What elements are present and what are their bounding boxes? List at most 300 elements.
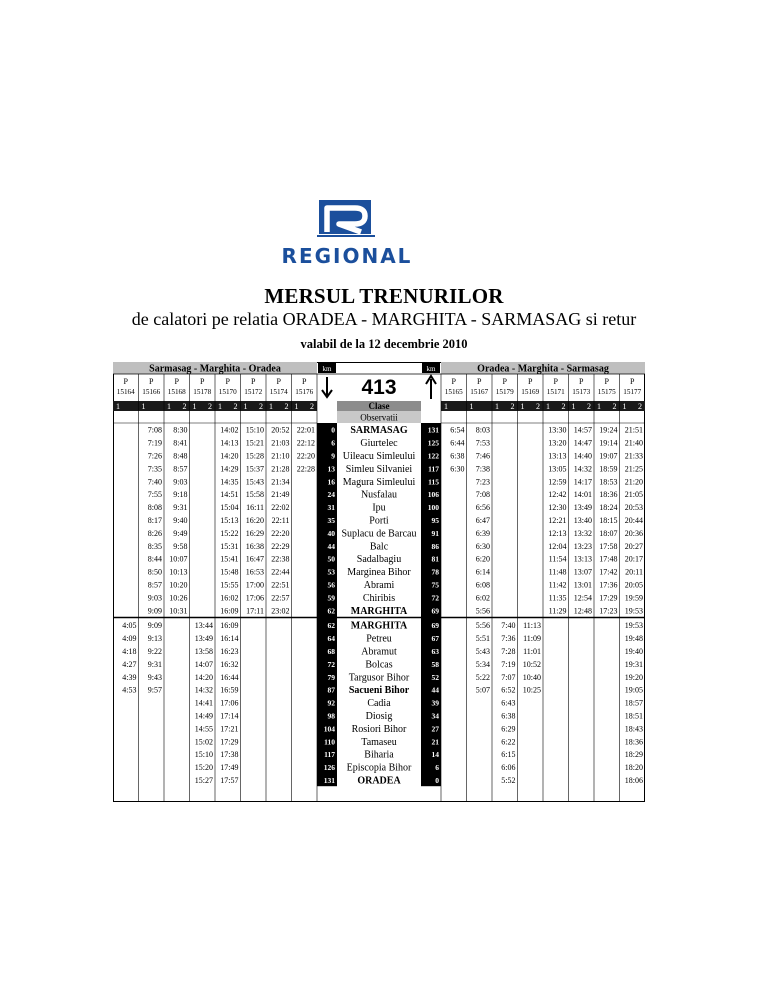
km-right-value: 78: [431, 567, 439, 577]
class-label-left: 2: [208, 402, 212, 411]
train-type-right: P: [553, 377, 558, 386]
time-cell-right: 11:13: [523, 621, 541, 631]
time-cell-left: 17:21: [220, 724, 239, 734]
station-name: Targusor Bihor: [348, 672, 410, 684]
time-cell-left: 16:53: [245, 567, 264, 577]
time-cell-left: 15:22: [220, 528, 239, 538]
class-label-right: 1: [571, 402, 576, 411]
time-cell-right: 5:52: [501, 776, 516, 785]
time-cell-right: 19:14: [599, 438, 618, 448]
time-cell-right: 18:36: [624, 737, 643, 747]
time-cell-right: 21:51: [624, 425, 643, 435]
time-cell-right: 7:19: [501, 659, 516, 669]
time-cell-left: 4:05: [122, 621, 137, 631]
time-cell-right: 5:34: [475, 659, 490, 669]
time-cell-left: 8:30: [173, 425, 188, 435]
time-cell-right: 12:21: [548, 516, 567, 525]
time-cell-left: 14:41: [194, 698, 213, 708]
time-cell-right: 7:23: [475, 477, 490, 487]
train-type-right: P: [477, 377, 482, 386]
time-cell-right: 14:32: [573, 464, 592, 474]
time-cell-left: 15:58: [245, 490, 264, 500]
km-left-label: km: [322, 365, 332, 373]
time-cell-left: 15:13: [220, 516, 239, 525]
train-type-left: P: [200, 377, 205, 386]
time-cell-right: 14:01: [573, 490, 592, 500]
km-left-value: 98: [327, 711, 335, 721]
km-right-value: 69: [431, 606, 439, 616]
station-name: Cadia: [367, 698, 391, 710]
arrow-up-icon: [426, 376, 436, 399]
class-label-right: 1: [444, 402, 448, 411]
km-right-value: 86: [431, 541, 439, 551]
time-cell-right: 17:48: [599, 554, 618, 564]
time-cell-right: 6:44: [450, 438, 465, 448]
time-cell-right: 11:35: [548, 593, 567, 603]
time-cell-right: 20:27: [624, 541, 643, 551]
time-cell-right: 6:47: [475, 516, 490, 525]
time-cell-left: 9:09: [147, 621, 162, 631]
time-cell-left: 20:52: [271, 425, 290, 435]
class-label-right: 2: [561, 402, 566, 411]
time-cell-right: 13:01: [573, 580, 592, 590]
time-cell-left: 15:28: [245, 451, 264, 461]
time-cell-left: 8:35: [147, 541, 162, 551]
km-left-value: 35: [327, 516, 335, 525]
time-cell-right: 14:47: [573, 438, 592, 448]
time-cell-left: 9:13: [147, 634, 162, 644]
time-cell-right: 18:43: [624, 724, 643, 734]
time-cell-left: 14:55: [194, 724, 213, 734]
time-cell-left: 15:37: [245, 464, 264, 474]
km-right-value: 27: [431, 724, 439, 734]
time-cell-right: 6:38: [450, 451, 465, 461]
class-label-left: 2: [182, 402, 187, 411]
station-name: Marginea Bihor: [347, 567, 411, 579]
time-cell-right: 7:38: [475, 464, 490, 474]
time-cell-left: 21:03: [271, 438, 290, 448]
time-cell-left: 9:49: [173, 528, 188, 538]
time-cell-right: 12:42: [548, 490, 567, 500]
train-number-right: 15173: [572, 388, 591, 396]
time-cell-left: 4:18: [122, 647, 137, 656]
observatii-label: Observatii: [360, 412, 398, 423]
class-label-right: 2: [638, 402, 642, 411]
km-right-value: 91: [431, 528, 439, 538]
time-cell-right: 6:43: [501, 698, 516, 708]
time-cell-right: 6:08: [475, 580, 490, 590]
time-cell-right: 14:57: [573, 425, 592, 435]
train-type-left: P: [251, 377, 256, 386]
time-cell-left: 16:32: [220, 659, 239, 669]
time-cell-left: 10:20: [169, 580, 188, 590]
km-left-value: 9: [331, 451, 335, 461]
time-cell-right: 20:53: [624, 503, 643, 513]
time-cell-left: 17:11: [246, 606, 264, 616]
train-number-left: 15172: [244, 388, 263, 396]
time-cell-right: 13:40: [573, 516, 592, 525]
time-cell-right: 13:13: [573, 554, 592, 564]
train-number-right: 15175: [597, 388, 616, 396]
time-cell-left: 9:40: [173, 516, 188, 525]
train-number-right: 15167: [470, 388, 489, 396]
class-label-right: 2: [612, 402, 617, 411]
class-label-left: 1: [218, 402, 222, 411]
time-cell-left: 9:03: [173, 477, 188, 487]
time-cell-right: 7:53: [475, 438, 490, 448]
time-cell-left: 10:31: [169, 606, 188, 616]
time-cell-left: 22:51: [271, 580, 290, 590]
station-name: Uileacu Simleului: [342, 451, 416, 462]
time-cell-right: 5:56: [475, 621, 490, 631]
class-label-left: 1: [269, 402, 273, 411]
class-label-right: 2: [587, 402, 591, 411]
time-cell-left: 22:11: [271, 516, 290, 525]
time-cell-right: 18:29: [624, 750, 643, 760]
time-cell-left: 10:07: [169, 554, 188, 564]
station-name: SARMASAG: [350, 425, 408, 437]
class-label-left: 1: [141, 402, 146, 411]
time-cell-right: 13:05: [548, 464, 567, 474]
km-right-value: 39: [431, 698, 439, 708]
station-name: Suplacu de Barcau: [341, 528, 417, 540]
train-number-left: 15178: [193, 388, 212, 396]
time-cell-left: 22:20: [271, 528, 290, 538]
km-left-value: 126: [323, 763, 335, 773]
time-cell-left: 15:27: [194, 776, 213, 785]
time-cell-left: 16:09: [220, 621, 239, 631]
time-cell-right: 13:07: [573, 567, 592, 577]
time-cell-left: 7:08: [147, 425, 162, 435]
time-cell-left: 22:01: [296, 425, 315, 435]
train-type-right: P: [502, 377, 507, 386]
time-cell-left: 17:29: [220, 737, 239, 747]
km-left-value: 44: [327, 541, 335, 551]
km-left-value: 131: [323, 776, 335, 785]
timetable-number: 413: [361, 376, 397, 399]
class-label-right: 1: [520, 402, 525, 411]
train-number-left: 15168: [167, 388, 186, 396]
time-cell-left: 15:20: [194, 763, 213, 773]
time-cell-left: 13:49: [194, 634, 213, 644]
time-cell-right: 6:06: [501, 763, 516, 773]
time-cell-left: 17:57: [220, 776, 239, 785]
time-cell-right: 10:52: [522, 659, 541, 669]
time-cell-left: 22:12: [296, 438, 315, 448]
time-cell-right: 5:07: [475, 685, 490, 695]
time-cell-right: 5:51: [475, 634, 490, 644]
train-type-right: P: [630, 377, 635, 386]
km-left-value: 110: [324, 737, 335, 747]
clase-label: Clase: [368, 401, 390, 411]
train-number-left: 15166: [142, 388, 161, 396]
station-name: Simleu Silvaniei: [345, 463, 413, 475]
station-name: Porti: [369, 515, 389, 527]
time-cell-right: 13:30: [548, 425, 567, 435]
class-label-left: 2: [233, 402, 238, 411]
time-cell-left: 15:55: [220, 580, 239, 590]
km-left-value: 62: [327, 606, 335, 616]
km-left-value: 68: [327, 647, 335, 656]
time-cell-left: 15:10: [194, 750, 213, 760]
time-cell-left: 15:41: [220, 554, 239, 564]
km-left-value: 104: [323, 724, 335, 734]
time-cell-right: 5:56: [475, 606, 490, 616]
time-cell-right: 19:48: [624, 634, 643, 644]
time-cell-left: 16:02: [220, 593, 239, 603]
km-right-value: 63: [431, 647, 439, 656]
time-cell-left: 17:06: [220, 698, 239, 708]
time-cell-right: 19:53: [624, 621, 643, 631]
class-label-right: 1: [622, 402, 627, 411]
station-name: Diosig: [365, 711, 393, 722]
time-cell-right: 12:54: [573, 593, 592, 603]
km-right-value: 34: [431, 711, 439, 721]
time-cell-left: 4:27: [122, 659, 137, 669]
km-right-value: 125: [427, 438, 439, 448]
class-label-left: 1: [294, 402, 299, 411]
time-cell-left: 13:44: [194, 621, 213, 631]
station-name: Episcopia Bihor: [346, 762, 412, 774]
time-cell-left: 14:49: [194, 711, 213, 721]
time-cell-right: 18:07: [599, 528, 618, 538]
train-type-left: P: [302, 377, 307, 386]
train-number-right: 15179: [495, 388, 514, 396]
time-cell-left: 22:20: [296, 451, 315, 461]
train-number-left: 15170: [218, 388, 237, 396]
time-cell-left: 15:02: [194, 737, 213, 747]
time-cell-left: 4:39: [122, 672, 137, 682]
time-cell-left: 8:44: [147, 554, 162, 564]
station-name: Biharia: [364, 749, 394, 761]
class-label-right: 1: [597, 402, 601, 411]
km-left-value: 13: [327, 464, 335, 474]
time-cell-right: 7:40: [501, 621, 516, 631]
time-cell-left: 9:18: [173, 490, 188, 500]
time-cell-left: 14:35: [220, 477, 239, 487]
km-left-value: 16: [327, 477, 335, 487]
time-cell-right: 20:44: [624, 516, 643, 525]
train-type-left: P: [174, 377, 179, 386]
timetable: [113, 362, 645, 802]
time-cell-left: 23:02: [271, 606, 290, 616]
time-cell-right: 11:01: [523, 647, 541, 656]
time-cell-right: 13:20: [548, 438, 567, 448]
time-cell-left: 8:26: [147, 528, 162, 538]
left-route-header: Sarmasag - Marghita - Oradea: [149, 363, 281, 375]
km-right-value: 75: [431, 580, 439, 590]
time-cell-right: 6:39: [475, 528, 490, 538]
time-cell-right: 19:07: [599, 451, 618, 461]
train-number-right: 15171: [546, 388, 565, 396]
time-cell-left: 4:09: [122, 634, 137, 644]
station-name: Petreu: [366, 633, 392, 645]
time-cell-left: 9:57: [147, 685, 162, 695]
time-cell-right: 6:30: [475, 541, 490, 551]
time-cell-left: 15:04: [220, 503, 239, 513]
page-title: MERSUL TRENURILOR: [264, 284, 504, 308]
time-cell-left: 16:44: [220, 672, 239, 682]
class-label-right: 2: [536, 402, 540, 411]
time-cell-right: 13:13: [548, 451, 567, 461]
km-left-value: 62: [327, 621, 335, 631]
time-cell-left: 21:28: [271, 464, 290, 474]
time-cell-right: 21:40: [624, 438, 643, 448]
time-cell-right: 20:05: [624, 580, 643, 590]
time-cell-left: 10:26: [169, 593, 188, 603]
time-cell-right: 18:51: [624, 711, 643, 721]
train-number-right: 15169: [521, 388, 540, 396]
time-cell-left: 17:49: [220, 763, 239, 773]
km-left-value: 53: [327, 567, 335, 577]
class-label-right: 1: [469, 402, 474, 411]
time-cell-left: 8:50: [147, 567, 162, 577]
time-cell-left: 16:11: [246, 503, 264, 513]
time-cell-left: 15:31: [220, 541, 239, 551]
time-cell-right: 19:40: [624, 647, 643, 656]
validity-date: valabil de la 12 decembrie 2010: [300, 337, 468, 351]
station-name: Tamaseu: [361, 736, 397, 748]
time-cell-left: 8:17: [147, 516, 162, 525]
time-cell-left: 16:14: [220, 634, 239, 644]
time-cell-right: 6:20: [475, 554, 490, 564]
train-type-right: P: [604, 377, 609, 386]
class-label-right: 2: [510, 402, 515, 411]
time-cell-right: 11:29: [548, 606, 567, 616]
km-right-value: 69: [431, 621, 439, 631]
time-cell-left: 14:07: [194, 659, 213, 669]
station-name: Abramut: [361, 646, 397, 658]
time-cell-left: 16:23: [220, 647, 239, 656]
time-cell-left: 7:35: [147, 464, 162, 474]
station-name: Chiribis: [362, 592, 396, 604]
station-name: Sadalbagiu: [356, 554, 402, 566]
regional-logo: [257, 198, 437, 268]
class-label-left: 2: [284, 402, 289, 411]
time-cell-left: 22:29: [271, 541, 290, 551]
train-number-right: 15177: [623, 388, 642, 396]
km-right-value: 95: [431, 516, 439, 525]
time-cell-left: 22:57: [271, 593, 290, 603]
time-cell-right: 19:31: [624, 659, 643, 669]
time-cell-right: 17:36: [599, 580, 618, 590]
class-label-right: 1: [546, 402, 550, 411]
time-cell-right: 20:11: [625, 567, 643, 577]
time-cell-left: 21:49: [271, 490, 290, 500]
time-cell-right: 18:24: [599, 503, 618, 513]
train-type-left: P: [149, 377, 154, 386]
time-cell-right: 13:23: [573, 541, 592, 551]
time-cell-right: 12:48: [573, 606, 592, 616]
km-right-value: 122: [427, 451, 439, 461]
time-cell-left: 8:41: [173, 438, 188, 448]
time-cell-left: 4:53: [122, 685, 137, 695]
time-cell-left: 17:38: [220, 750, 239, 760]
km-left-value: 64: [327, 634, 335, 644]
time-cell-left: 16:29: [245, 528, 264, 538]
time-cell-left: 9:09: [147, 606, 162, 616]
time-cell-right: 6:15: [501, 750, 516, 760]
class-label-left: 2: [310, 402, 314, 411]
time-cell-right: 6:52: [501, 685, 516, 695]
train-type-right: P: [451, 377, 456, 386]
km-right-value: 106: [427, 490, 439, 500]
time-cell-right: 19:59: [624, 593, 643, 603]
km-right-value: 72: [431, 593, 439, 603]
time-cell-right: 14:40: [573, 451, 592, 461]
time-cell-right: 13:32: [573, 528, 592, 538]
km-right-value: 115: [428, 477, 439, 487]
time-cell-left: 13:58: [194, 647, 213, 656]
station-name: MARGHITA: [350, 605, 408, 617]
km-right-value: 21: [431, 737, 439, 747]
km-right-value: 52: [431, 672, 439, 682]
time-cell-left: 7:55: [147, 490, 162, 500]
time-cell-left: 9:43: [147, 672, 162, 682]
time-cell-left: 14:02: [220, 425, 239, 435]
km-right-value: 117: [428, 464, 439, 474]
time-cell-right: 6:22: [501, 737, 516, 747]
time-cell-right: 17:23: [599, 606, 618, 616]
time-cell-left: 21:34: [271, 477, 290, 487]
time-cell-right: 12:59: [548, 477, 567, 487]
time-cell-right: 18:20: [624, 763, 643, 773]
right-route-header: Oradea - Marghita - Sarmasag: [477, 363, 609, 375]
arrow-down-icon: [322, 377, 332, 397]
time-cell-right: 6:56: [475, 503, 490, 513]
time-cell-right: 19:53: [624, 606, 643, 616]
time-cell-left: 22:38: [271, 554, 290, 564]
time-cell-left: 17:00: [245, 580, 264, 590]
station-name: Sacueni Bihor: [348, 685, 410, 697]
time-cell-right: 17:29: [599, 593, 618, 603]
time-cell-right: 18:57: [624, 698, 643, 708]
time-cell-right: 19:24: [599, 425, 618, 435]
time-cell-left: 9:22: [147, 647, 162, 656]
time-cell-right: 7:46: [475, 451, 490, 461]
station-name: Ipu: [372, 502, 386, 514]
time-cell-left: 15:10: [245, 425, 264, 435]
station-name: MARGHITA: [350, 620, 408, 632]
time-cell-right: 12:30: [548, 503, 567, 513]
time-cell-right: 5:43: [475, 647, 490, 656]
time-cell-right: 17:58: [599, 541, 618, 551]
time-cell-left: 9:03: [147, 593, 162, 603]
km-right-value: 100: [427, 503, 439, 513]
time-cell-left: 14:32: [194, 685, 213, 695]
station-name: Abrami: [363, 580, 395, 591]
time-cell-left: 17:06: [245, 593, 264, 603]
time-cell-right: 13:49: [573, 503, 592, 513]
train-type-right: P: [528, 377, 533, 386]
time-cell-right: 5:22: [475, 672, 490, 682]
time-cell-right: 11:09: [523, 634, 541, 644]
km-right-value: 81: [431, 554, 439, 564]
train-type-left: P: [276, 377, 281, 386]
class-label-left: 2: [259, 402, 263, 411]
station-name: Balc: [369, 541, 389, 553]
km-left-value: 6: [331, 438, 335, 448]
time-cell-right: 18:15: [599, 516, 618, 525]
time-cell-right: 11:48: [548, 567, 567, 577]
time-cell-right: 19:05: [624, 685, 643, 695]
time-cell-right: 21:20: [624, 477, 643, 487]
time-cell-left: 7:26: [147, 451, 162, 461]
time-cell-left: 21:10: [271, 451, 290, 461]
km-right-value: 6: [435, 763, 439, 773]
time-cell-right: 14:17: [573, 477, 592, 487]
train-number-left: 15176: [295, 388, 314, 396]
